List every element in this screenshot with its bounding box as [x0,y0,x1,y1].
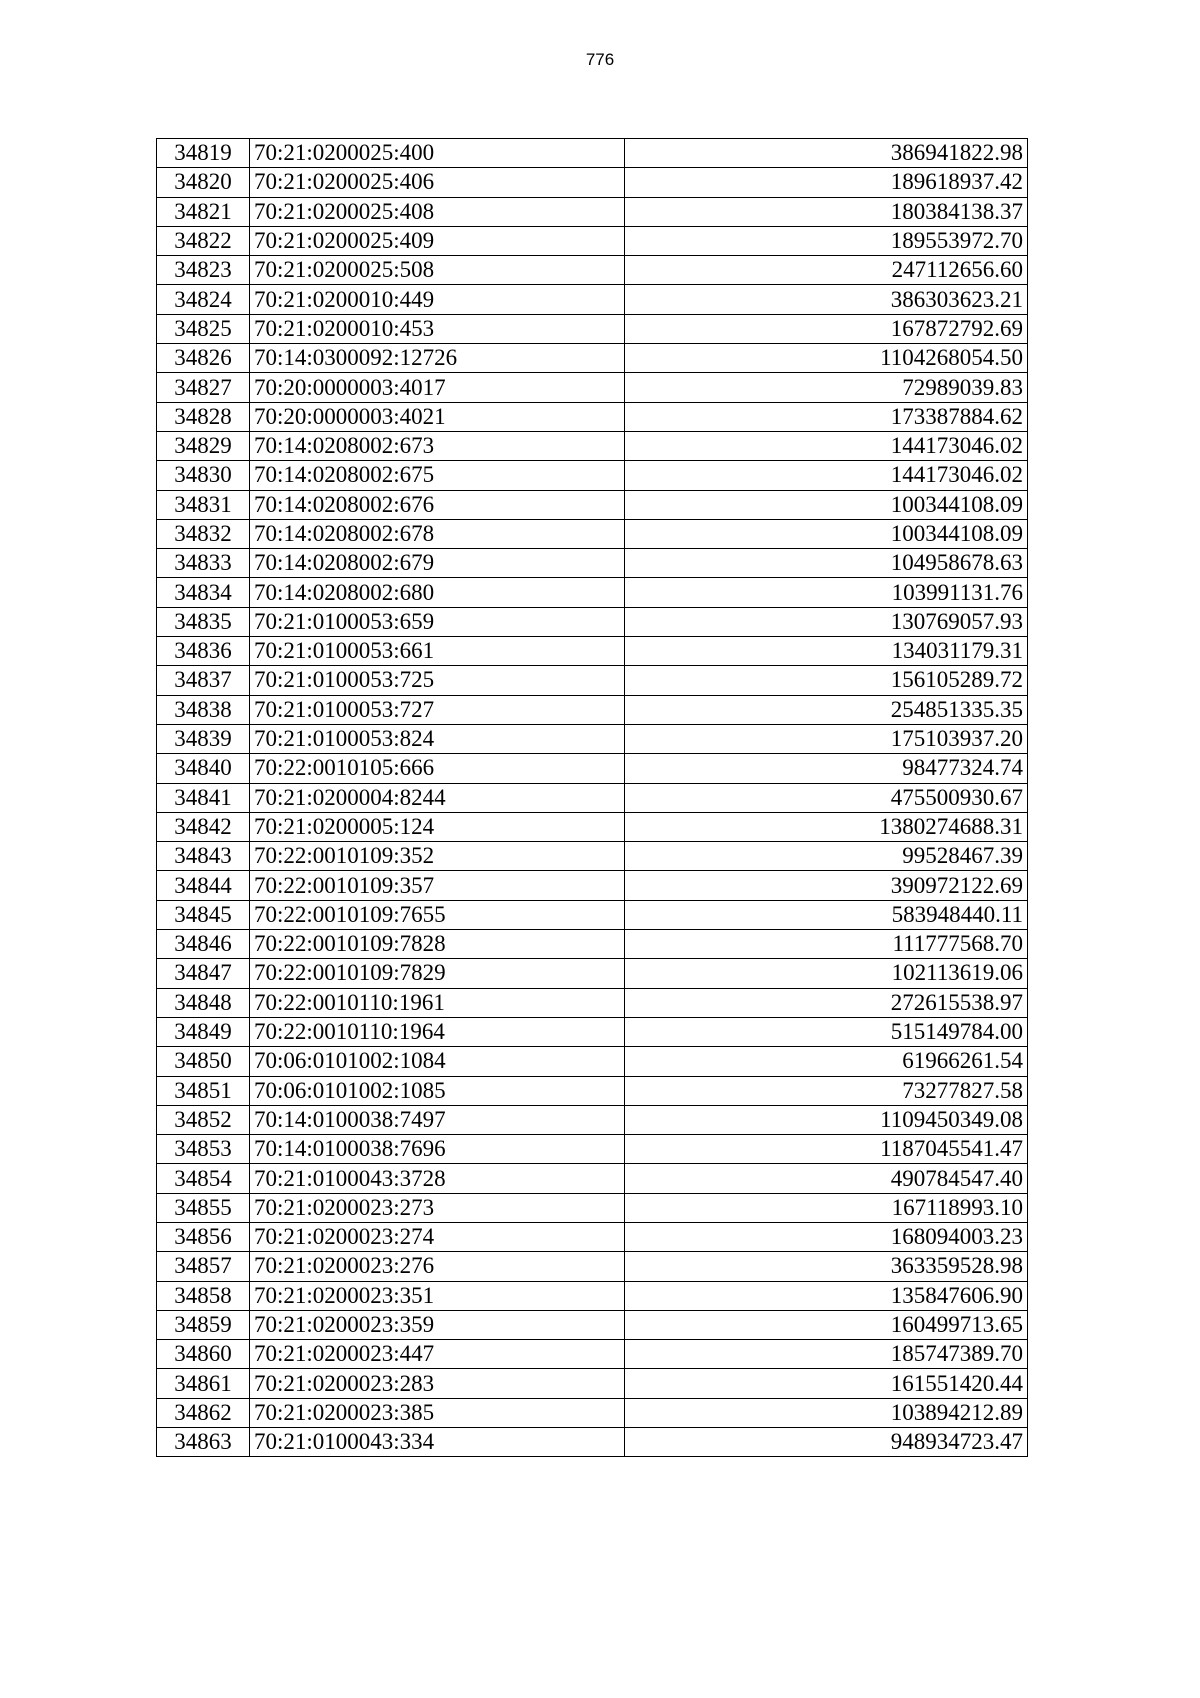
cadastral-number-cell: 70:21:0100053:659 [250,607,625,636]
cadastral-number-cell: 70:21:0200023:274 [250,1222,625,1251]
table-row [157,256,1028,285]
cadastral-value-cell: 134031179.31 [625,637,1028,666]
cadastral-number-cell: 70:14:0208002:678 [250,519,625,548]
table-row [157,724,1028,753]
cadastral-number-cell: 70:21:0100053:824 [250,724,625,753]
row-number-cell: 34855 [157,1193,250,1222]
row-number-cell: 34845 [157,900,250,929]
row-number-cell: 34860 [157,1340,250,1369]
table-row [157,695,1028,724]
cadastral-value-cell: 175103937.20 [625,724,1028,753]
row-number-cell: 34831 [157,490,250,519]
cadastral-value-cell: 103991131.76 [625,578,1028,607]
cadastral-value-cell: 100344108.09 [625,490,1028,519]
cadastral-value-cell: 363359528.98 [625,1252,1028,1281]
table-row [157,988,1028,1017]
row-number-cell: 34852 [157,1105,250,1134]
row-number-cell: 34839 [157,724,250,753]
row-number-cell: 34856 [157,1222,250,1251]
row-number-cell: 34851 [157,1076,250,1105]
cadastral-value-cell: 189553972.70 [625,226,1028,255]
row-number-cell: 34828 [157,402,250,431]
row-number-cell: 34837 [157,666,250,695]
table-row [157,519,1028,548]
cadastral-number-cell: 70:21:0100053:725 [250,666,625,695]
cadastral-number-cell: 70:14:0208002:679 [250,549,625,578]
cadastral-value-table [156,138,1028,1457]
cadastral-number-cell: 70:21:0200025:408 [250,197,625,226]
row-number-cell: 34858 [157,1281,250,1310]
cadastral-value-cell: 144173046.02 [625,461,1028,490]
cadastral-number-cell: 70:14:0208002:675 [250,461,625,490]
cadastral-value-cell: 111777568.70 [625,930,1028,959]
row-number-cell: 34833 [157,549,250,578]
cadastral-number-cell: 70:14:0100038:7497 [250,1105,625,1134]
table-row [157,754,1028,783]
cadastral-value-cell: 61966261.54 [625,1047,1028,1076]
cadastral-number-cell: 70:21:0200010:453 [250,314,625,343]
row-number-cell: 34838 [157,695,250,724]
cadastral-number-cell: 70:20:0000003:4021 [250,402,625,431]
cadastral-value-cell: 135847606.90 [625,1281,1028,1310]
row-number-cell: 34862 [157,1398,250,1427]
row-number-cell: 34844 [157,871,250,900]
row-number-cell: 34857 [157,1252,250,1281]
cadastral-number-cell: 70:14:0208002:673 [250,431,625,460]
table-row [157,1340,1028,1369]
cadastral-number-cell: 70:21:0200025:400 [250,139,625,168]
table-row [157,1076,1028,1105]
row-number-cell: 34832 [157,519,250,548]
row-number-cell: 34849 [157,1017,250,1046]
row-number-cell: 34859 [157,1310,250,1339]
cadastral-value-cell: 189618937.42 [625,168,1028,197]
cadastral-number-cell: 70:21:0200004:8244 [250,783,625,812]
row-number-cell: 34850 [157,1047,250,1076]
table-row [157,226,1028,255]
cadastral-number-cell: 70:21:0200025:406 [250,168,625,197]
cadastral-value-cell: 948934723.47 [625,1428,1028,1457]
table-row [157,285,1028,314]
cadastral-number-cell: 70:21:0100043:334 [250,1428,625,1457]
table-row [157,1017,1028,1046]
row-number-cell: 34826 [157,344,250,373]
page-number: 776 [585,50,615,69]
cadastral-number-cell: 70:20:0000003:4017 [250,373,625,402]
row-number-cell: 34824 [157,285,250,314]
cadastral-number-cell: 70:14:0300092:12726 [250,344,625,373]
cadastral-number-cell: 70:21:0200005:124 [250,812,625,841]
cadastral-value-cell: 180384138.37 [625,197,1028,226]
cadastral-number-cell: 70:21:0200010:449 [250,285,625,314]
row-number-cell: 34846 [157,930,250,959]
cadastral-number-cell: 70:22:0010109:7828 [250,930,625,959]
table-row [157,812,1028,841]
table-row [157,344,1028,373]
cadastral-number-cell: 70:14:0100038:7696 [250,1135,625,1164]
row-number-cell: 34863 [157,1428,250,1457]
row-number-cell: 34841 [157,783,250,812]
row-number-cell: 34840 [157,754,250,783]
table-row [157,490,1028,519]
cadastral-value-cell: 386303623.21 [625,285,1028,314]
table-row [157,1428,1028,1457]
cadastral-value-cell: 475500930.67 [625,783,1028,812]
cadastral-number-cell: 70:21:0200023:276 [250,1252,625,1281]
table-row [157,1105,1028,1134]
cadastral-number-cell: 70:21:0200023:447 [250,1340,625,1369]
cadastral-value-cell: 390972122.69 [625,871,1028,900]
row-number-cell: 34820 [157,168,250,197]
cadastral-value-cell: 1380274688.31 [625,812,1028,841]
cadastral-number-cell: 70:14:0208002:680 [250,578,625,607]
row-number-cell: 34854 [157,1164,250,1193]
table-row [157,1047,1028,1076]
cadastral-value-cell: 583948440.11 [625,900,1028,929]
cadastral-number-cell: 70:22:0010109:7829 [250,959,625,988]
table-row [157,168,1028,197]
row-number-cell: 34829 [157,431,250,460]
table-row [157,666,1028,695]
cadastral-number-cell: 70:21:0200023:385 [250,1398,625,1427]
table-row [157,959,1028,988]
table-row [157,930,1028,959]
cadastral-value-cell: 98477324.74 [625,754,1028,783]
table-row [157,549,1028,578]
table-body [157,139,1028,1457]
row-number-cell: 34836 [157,637,250,666]
cadastral-number-cell: 70:21:0200025:508 [250,256,625,285]
cadastral-value-cell: 144173046.02 [625,431,1028,460]
table-row [157,578,1028,607]
cadastral-value-cell: 100344108.09 [625,519,1028,548]
table-row [157,431,1028,460]
table-row [157,871,1028,900]
cadastral-value-cell: 1109450349.08 [625,1105,1028,1134]
row-number-cell: 34848 [157,988,250,1017]
cadastral-value-cell: 254851335.35 [625,695,1028,724]
row-number-cell: 34823 [157,256,250,285]
row-number-cell: 34827 [157,373,250,402]
cadastral-value-cell: 73277827.58 [625,1076,1028,1105]
cadastral-number-cell: 70:21:0200023:283 [250,1369,625,1398]
cadastral-value-cell: 1187045541.47 [625,1135,1028,1164]
cadastral-value-cell: 515149784.00 [625,1017,1028,1046]
cadastral-number-cell: 70:22:0010109:352 [250,842,625,871]
cadastral-value-cell: 99528467.39 [625,842,1028,871]
cadastral-value-cell: 103894212.89 [625,1398,1028,1427]
table-row [157,1222,1028,1251]
cadastral-value-cell: 490784547.40 [625,1164,1028,1193]
cadastral-value-cell: 160499713.65 [625,1310,1028,1339]
cadastral-value-cell: 247112656.60 [625,256,1028,285]
cadastral-value-cell: 102113619.06 [625,959,1028,988]
cadastral-number-cell: 70:21:0100053:727 [250,695,625,724]
cadastral-value-cell: 167872792.69 [625,314,1028,343]
cadastral-value-cell: 272615538.97 [625,988,1028,1017]
cadastral-number-cell: 70:21:0200023:351 [250,1281,625,1310]
table-row [157,1164,1028,1193]
table-row [157,1135,1028,1164]
table-row [157,314,1028,343]
row-number-cell: 34842 [157,812,250,841]
row-number-cell: 34853 [157,1135,250,1164]
cadastral-number-cell: 70:21:0100043:3728 [250,1164,625,1193]
table-row [157,783,1028,812]
table-row [157,139,1028,168]
row-number-cell: 34847 [157,959,250,988]
table-row [157,1252,1028,1281]
cadastral-value-cell: 168094003.23 [625,1222,1028,1251]
row-number-cell: 34825 [157,314,250,343]
table-row [157,842,1028,871]
table-row [157,1398,1028,1427]
row-number-cell: 34861 [157,1369,250,1398]
cadastral-value-cell: 386941822.98 [625,139,1028,168]
cadastral-value-cell: 72989039.83 [625,373,1028,402]
cadastral-number-cell: 70:14:0208002:676 [250,490,625,519]
row-number-cell: 34830 [157,461,250,490]
cadastral-number-cell: 70:22:0010110:1964 [250,1017,625,1046]
table-row [157,373,1028,402]
cadastral-value-cell: 161551420.44 [625,1369,1028,1398]
cadastral-value-cell: 173387884.62 [625,402,1028,431]
table-row [157,1281,1028,1310]
table-row [157,1369,1028,1398]
cadastral-value-cell: 185747389.70 [625,1340,1028,1369]
cadastral-value-cell: 104958678.63 [625,549,1028,578]
row-number-cell: 34843 [157,842,250,871]
row-number-cell: 34822 [157,226,250,255]
row-number-cell: 34821 [157,197,250,226]
table-row [157,461,1028,490]
cadastral-number-cell: 70:21:0200025:409 [250,226,625,255]
table-row [157,402,1028,431]
cadastral-value-cell: 1104268054.50 [625,344,1028,373]
cadastral-number-cell: 70:21:0200023:273 [250,1193,625,1222]
cadastral-number-cell: 70:06:0101002:1084 [250,1047,625,1076]
table-row [157,1193,1028,1222]
cadastral-value-cell: 156105289.72 [625,666,1028,695]
table-row [157,637,1028,666]
cadastral-number-cell: 70:22:0010109:357 [250,871,625,900]
cadastral-number-cell: 70:21:0200023:359 [250,1310,625,1339]
cadastral-value-cell: 167118993.10 [625,1193,1028,1222]
cadastral-number-cell: 70:22:0010105:666 [250,754,625,783]
cadastral-number-cell: 70:22:0010110:1961 [250,988,625,1017]
table-row [157,1310,1028,1339]
cadastral-number-cell: 70:21:0100053:661 [250,637,625,666]
table-row [157,607,1028,636]
table-row [157,900,1028,929]
cadastral-value-cell: 130769057.93 [625,607,1028,636]
cadastral-number-cell: 70:22:0010109:7655 [250,900,625,929]
row-number-cell: 34835 [157,607,250,636]
table-row [157,197,1028,226]
row-number-cell: 34819 [157,139,250,168]
cadastral-number-cell: 70:06:0101002:1085 [250,1076,625,1105]
row-number-cell: 34834 [157,578,250,607]
